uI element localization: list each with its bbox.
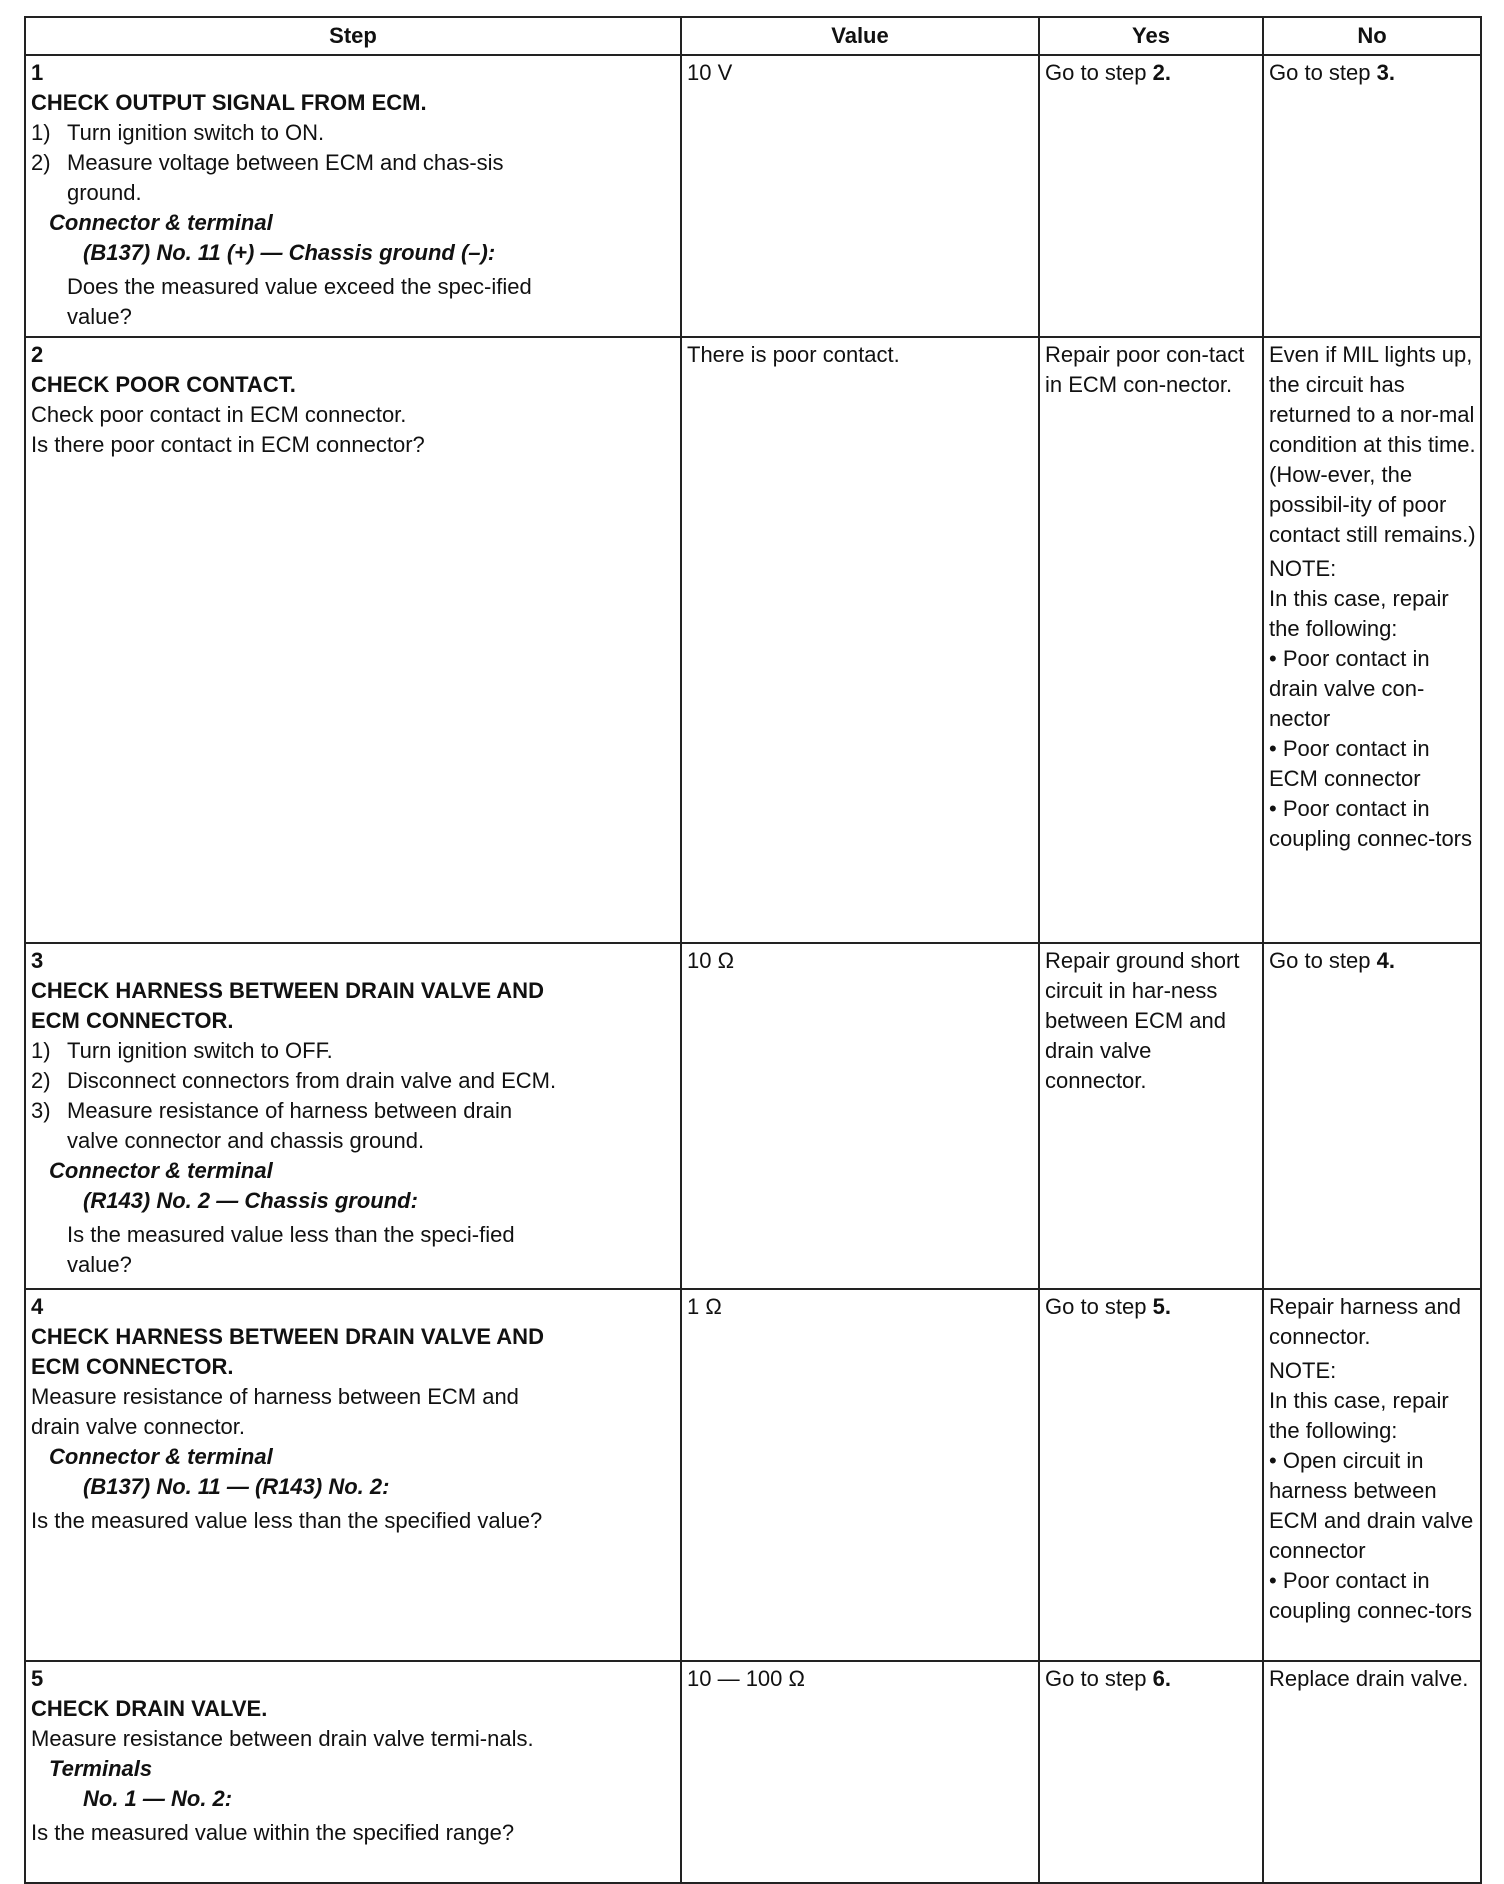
header-step: Step <box>25 17 681 55</box>
step-title: CHECK HARNESS BETWEEN DRAIN VALVE AND ECM CONNECTOR. <box>31 1324 544 1379</box>
step-text: Check poor contact in ECM connector. <box>31 402 407 427</box>
step-item: 1) Turn ignition switch to OFF. <box>31 1038 333 1063</box>
step-question: Is the measured value less than the specified value? <box>31 1508 543 1533</box>
value-cell: There is poor contact. <box>681 337 1039 943</box>
connector-detail: No. 1 — No. 2: <box>83 1786 233 1811</box>
connector-detail: (R143) No. 2 — Chassis ground: <box>83 1188 418 1213</box>
table-row <box>25 337 1481 943</box>
no-cell: Go to step 3. <box>1263 55 1481 337</box>
note-bullet: • Open circuit in harness between ECM and drain valve connector <box>1269 1448 1474 1563</box>
step-body <box>31 370 559 460</box>
connector-label: Connector & terminal <box>49 1444 273 1469</box>
step-body <box>31 1694 559 1848</box>
diagnostic-table <box>24 16 1482 1884</box>
step-question: Is there poor contact in ECM connector? <box>31 432 425 457</box>
step-cell <box>25 1289 681 1661</box>
no-cell: Go to step 4. <box>1263 943 1481 1289</box>
step-body <box>31 1322 559 1536</box>
note-label: NOTE: <box>1269 556 1337 581</box>
step-question: Is the measured value less than the speci-fied value? <box>67 1222 515 1277</box>
step-cell <box>25 55 681 337</box>
value-cell: 10 V <box>681 55 1039 337</box>
step-number: 3 <box>31 948 44 973</box>
note-bullet: • Poor contact in coupling connec-tors <box>1269 1568 1473 1623</box>
step-title: CHECK HARNESS BETWEEN DRAIN VALVE AND ECM CONNECTOR. <box>31 978 544 1033</box>
yes-cell: Go to step 2. <box>1039 55 1263 337</box>
note-text: In this case, repair the following: <box>1269 586 1449 641</box>
no-cell <box>1263 1289 1481 1661</box>
note-bullet: • Poor contact in drain valve con-nector <box>1269 646 1430 731</box>
table-header-row <box>25 17 1481 55</box>
step-text: Measure resistance of harness between ECM and drain valve connector. <box>31 1384 519 1439</box>
step-item: 3) Measure resistance of harness between drain valve connector and chassis ground. <box>31 1098 513 1153</box>
step-text: Measure resistance between drain valve termi-nals. <box>31 1726 534 1751</box>
step-cell <box>25 1661 681 1883</box>
note-bullet: • Poor contact in ECM connector <box>1269 736 1430 791</box>
step-question: Does the measured value exceed the spec-ified value? <box>67 274 532 329</box>
step-item: 1) Turn ignition switch to ON. <box>31 120 325 145</box>
step-title: CHECK POOR CONTACT. <box>31 372 296 397</box>
step-cell <box>25 943 681 1289</box>
step-body <box>31 88 559 332</box>
connector-detail: (B137) No. 11 — (R143) No. 2: <box>83 1474 390 1499</box>
header-value: Value <box>681 17 1039 55</box>
table-row <box>25 1289 1481 1661</box>
note-label: NOTE: <box>1269 1358 1337 1383</box>
step-item: 2) Measure voltage between ECM and chas-sis ground. <box>31 150 504 205</box>
table-row <box>25 55 1481 337</box>
value-cell: 1 Ω <box>681 1289 1039 1661</box>
yes-cell: Go to step 6. <box>1039 1661 1263 1883</box>
no-cell: Replace drain valve. <box>1263 1661 1481 1883</box>
step-number: 4 <box>31 1294 44 1319</box>
step-cell <box>25 337 681 943</box>
yes-cell: Repair poor con-tact in ECM con-nector. <box>1039 337 1263 943</box>
step-title: CHECK OUTPUT SIGNAL FROM ECM. <box>31 90 427 115</box>
diagnostic-table-page <box>24 16 1480 1884</box>
table-row <box>25 1661 1481 1883</box>
step-item: 2) Disconnect connectors from drain valve and ECM. <box>31 1068 557 1093</box>
value-cell: 10 — 100 Ω <box>681 1661 1039 1883</box>
table-row <box>25 943 1481 1289</box>
note-text: In this case, repair the following: <box>1269 1388 1449 1443</box>
header-yes: Yes <box>1039 17 1263 55</box>
note-bullet: • Poor contact in coupling connec-tors <box>1269 796 1473 851</box>
step-question: Is the measured value within the specified range? <box>31 1820 515 1845</box>
no-main-text: Repair harness and connector. <box>1269 1294 1462 1349</box>
step-number: 1 <box>31 60 44 85</box>
yes-cell: Go to step 5. <box>1039 1289 1263 1661</box>
header-no: No <box>1263 17 1481 55</box>
step-body <box>31 976 559 1280</box>
step-number: 2 <box>31 342 44 367</box>
step-title: CHECK DRAIN VALVE. <box>31 1696 268 1721</box>
yes-cell: Repair ground short circuit in har-ness between ECM and drain valve connector. <box>1039 943 1263 1289</box>
step-number: 5 <box>31 1666 44 1691</box>
connector-label: Connector & terminal <box>49 1158 273 1183</box>
value-cell: 10 Ω <box>681 943 1039 1289</box>
connector-detail: (B137) No. 11 (+) — Chassis ground (–): <box>83 240 496 265</box>
no-main-text: Even if MIL lights up, the circuit has returned to a nor-mal condition at this time. (How-ever, the possibil-ity of poor contact still remains.) <box>1269 342 1476 547</box>
no-cell <box>1263 337 1481 943</box>
connector-label: Connector & terminal <box>49 210 273 235</box>
connector-label: Terminals <box>49 1756 153 1781</box>
